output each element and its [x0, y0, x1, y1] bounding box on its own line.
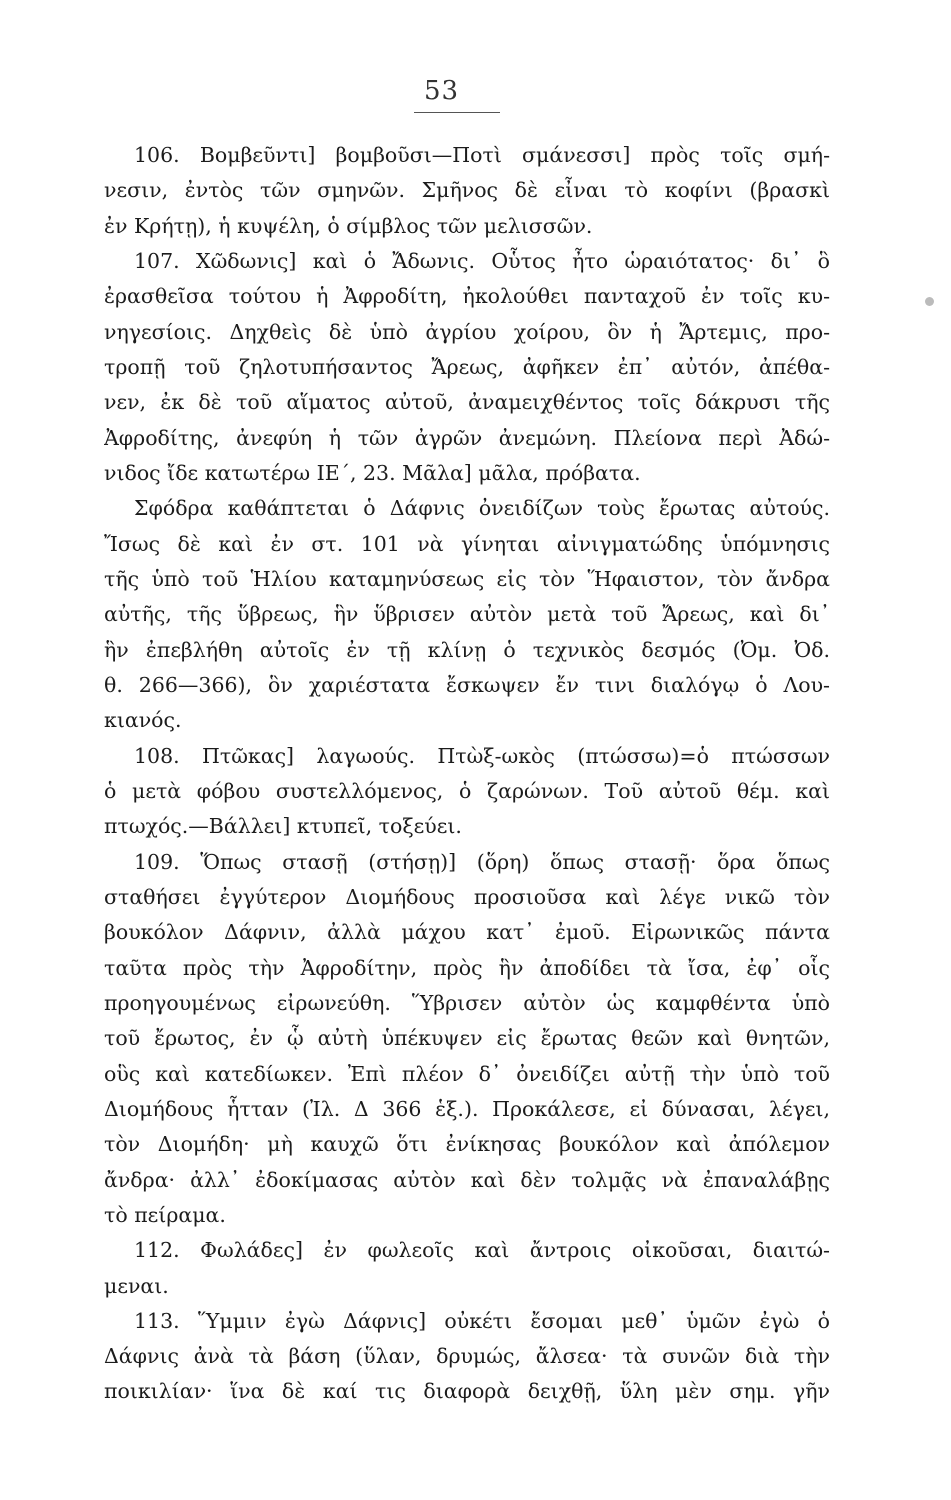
text-line: 112. Φωλάδες] ἐν φωλεοῖς καὶ ἄντροις οἰκοῦσαι, διαιτώ-: [134, 1238, 830, 1263]
text-line: σταθήσει ἐγγύτερον Διομήδους προσιοῦσα καὶ λέγε νικῶ τὸν: [104, 884, 830, 909]
text-line: τὸ πείραμα.: [104, 1202, 226, 1227]
text-line: 109. Ὅπως στασῇ (στήσῃ)] (ὅρη) ὅπως στασῇ· ὅρα ὅπως: [134, 849, 830, 874]
text-line: νεσιν, ἐντὸς τῶν σμηνῶν. Σμῆνος δὲ εἶναι τὸ κοφίνι (βρασκὶ: [104, 178, 830, 203]
text-line: 113. Ὕμμιν ἐγὼ Δάφνις] οὐκέτι ἔσομαι μεθ᾽ ὑμῶν ἐγὼ ὁ: [134, 1308, 830, 1333]
text-line: Ἀφροδίτης, ἀνεφύη ἡ τῶν ἀγρῶν ἀνεμώνη. Πλείονα περὶ Ἀδώ-: [104, 425, 830, 450]
text-line: προηγουμένως εἰρωνεύθη. Ὕβρισεν αὐτὸν ὡς καμφθέντα ὑπὸ: [104, 990, 830, 1015]
header-rule: [414, 112, 500, 113]
text-line: Δάφνις ἀνὰ τὰ βάση (ὕλαν, δρυμώς, ἄλσεα· τὰ συνῶν διὰ τὴν: [104, 1344, 830, 1369]
text-line: τοῦ ἔρωτος, ἐν ᾧ αὐτὴ ὑπέκυψεν εἰς ἔρωτας θεῶν καὶ θνητῶν,: [104, 1026, 830, 1051]
page-number: 53: [424, 76, 460, 106]
text-line: οὓς καὶ κατεδίωκεν. Ἐπὶ πλέον δ᾽ ὀνειδίζει αὐτῇ τὴν ὑπὸ τοῦ: [104, 1061, 830, 1086]
text-line: μεναι.: [104, 1273, 169, 1298]
text-line: ἄνδρα· ἀλλ᾽ ἐδοκίμασας αὐτὸν καὶ δὲν τολμᾷς νὰ ἐπαναλάβῃς: [104, 1167, 830, 1192]
text-line: νηγεσίοις. Δηχθεὶς δὲ ὑπὸ ἀγρίου χοίρου, ὃν ἡ Ἄρτεμις, προ-: [104, 319, 830, 344]
text-line: τροπῇ τοῦ ζηλοτυπήσαντος Ἄρεως, ἀφῆκεν ἐπ᾽ αὐτόν, ἀπέθα-: [104, 354, 830, 379]
text-line: Ἴσως δὲ καὶ ἐν στ. 101 νὰ γίνηται αἰνιγματώδης ὑπόμνησις: [104, 531, 830, 556]
text-line: κιανός.: [104, 708, 182, 733]
text-line: Σφόδρα καθάπτεται ὁ Δάφνις ὀνειδίζων τοὺς ἔρωτας αὐτούς.: [134, 496, 830, 521]
text-line: νεν, ἐκ δὲ τοῦ αἵματος αὐτοῦ, ἀναμειχθέντος τοῖς δάκρυσι τῆς: [104, 390, 830, 415]
text-line: ποικιλίαν· ἵνα δὲ καί τις διαφορὰ δειχθῇ, ὕλη μὲν σημ. γῆν: [104, 1379, 830, 1404]
text-line: 108. Πτῶκας] λαγωούς. Πτὼξ-ωκὸς (πτώσσω)=ὁ πτώσσων: [134, 743, 830, 768]
text-line: 107. Χῶδωνις] καὶ ὁ Ἄδωνις. Οὗτος ἦτο ὡραιότατος· δι᾽ ὃ: [134, 248, 830, 273]
text-line: πτωχός.—Βάλλει] κτυπεῖ, τοξεύει.: [104, 814, 462, 839]
text-line: ὁ μετὰ φόβου συστελλόμενος, ὁ ζαρώνων. Τοῦ αὐτοῦ θέμ. καὶ: [104, 778, 830, 803]
commentary-text: [104, 138, 830, 1410]
text-line: 106. Βομβεῦντι] βομβοῦσι—Ποτὶ σμάνεσσι] πρὸς τοῖς σμή-: [134, 143, 830, 167]
text-line: τῆς ὑπὸ τοῦ Ἡλίου καταμηνύσεως εἰς τὸν Ἥφαιστον, τὸν ἄνδρα: [104, 566, 830, 591]
text-line: ἣν ἐπεβλήθη αὐτοῖς ἐν τῇ κλίνῃ ὁ τεχνικὸς δεσμός (Ὀμ. Ὀδ.: [104, 637, 830, 662]
text-line: τὸν Διομήδη· μὴ καυχῶ ὅτι ἐνίκησας βουκόλον καὶ ἀπόλεμον: [104, 1132, 830, 1157]
text-line: Διομήδους ἧτταν (Ἰλ. Δ 366 ἑξ.). Προκάλεσε, εἰ δύνασαι, λέγει,: [104, 1096, 830, 1121]
text-line: ἐν Κρήτῃ), ἡ κυψέλη, ὁ σίμβλος τῶν μελισσῶν.: [104, 213, 593, 238]
text-line: ταῦτα πρὸς τὴν Ἀφροδίτην, πρὸς ἣν ἀποδίδει τὰ ἴσα, ἐφ᾽ οἷς: [104, 955, 830, 980]
text-line: ἐρασθεῖσα τούτου ἡ Ἀφροδίτη, ἠκολούθει πανταχοῦ ἐν τοῖς κυ-: [104, 284, 830, 309]
text-line: βουκόλον Δάφνιν, ἀλλὰ μάχου κατ᾽ ἐμοῦ. Εἰρωνικῶς πάντα: [104, 920, 830, 945]
print-speck: [925, 297, 934, 306]
text-line: αὐτῆς, τῆς ὕβρεως, ἣν ὕβρισεν αὐτὸν μετὰ τοῦ Ἄρεως, καὶ δι᾽: [104, 602, 830, 627]
text-line: νιδος ἴδε κατωτέρω ΙΕ΄, 23. Μᾶλα] μᾶλα, πρόβατα.: [104, 460, 641, 485]
text-line: θ. 266—366), ὃν χαριέστατα ἔσκωψεν ἔν τινι διαλόγῳ ὁ Λου-: [104, 672, 830, 697]
